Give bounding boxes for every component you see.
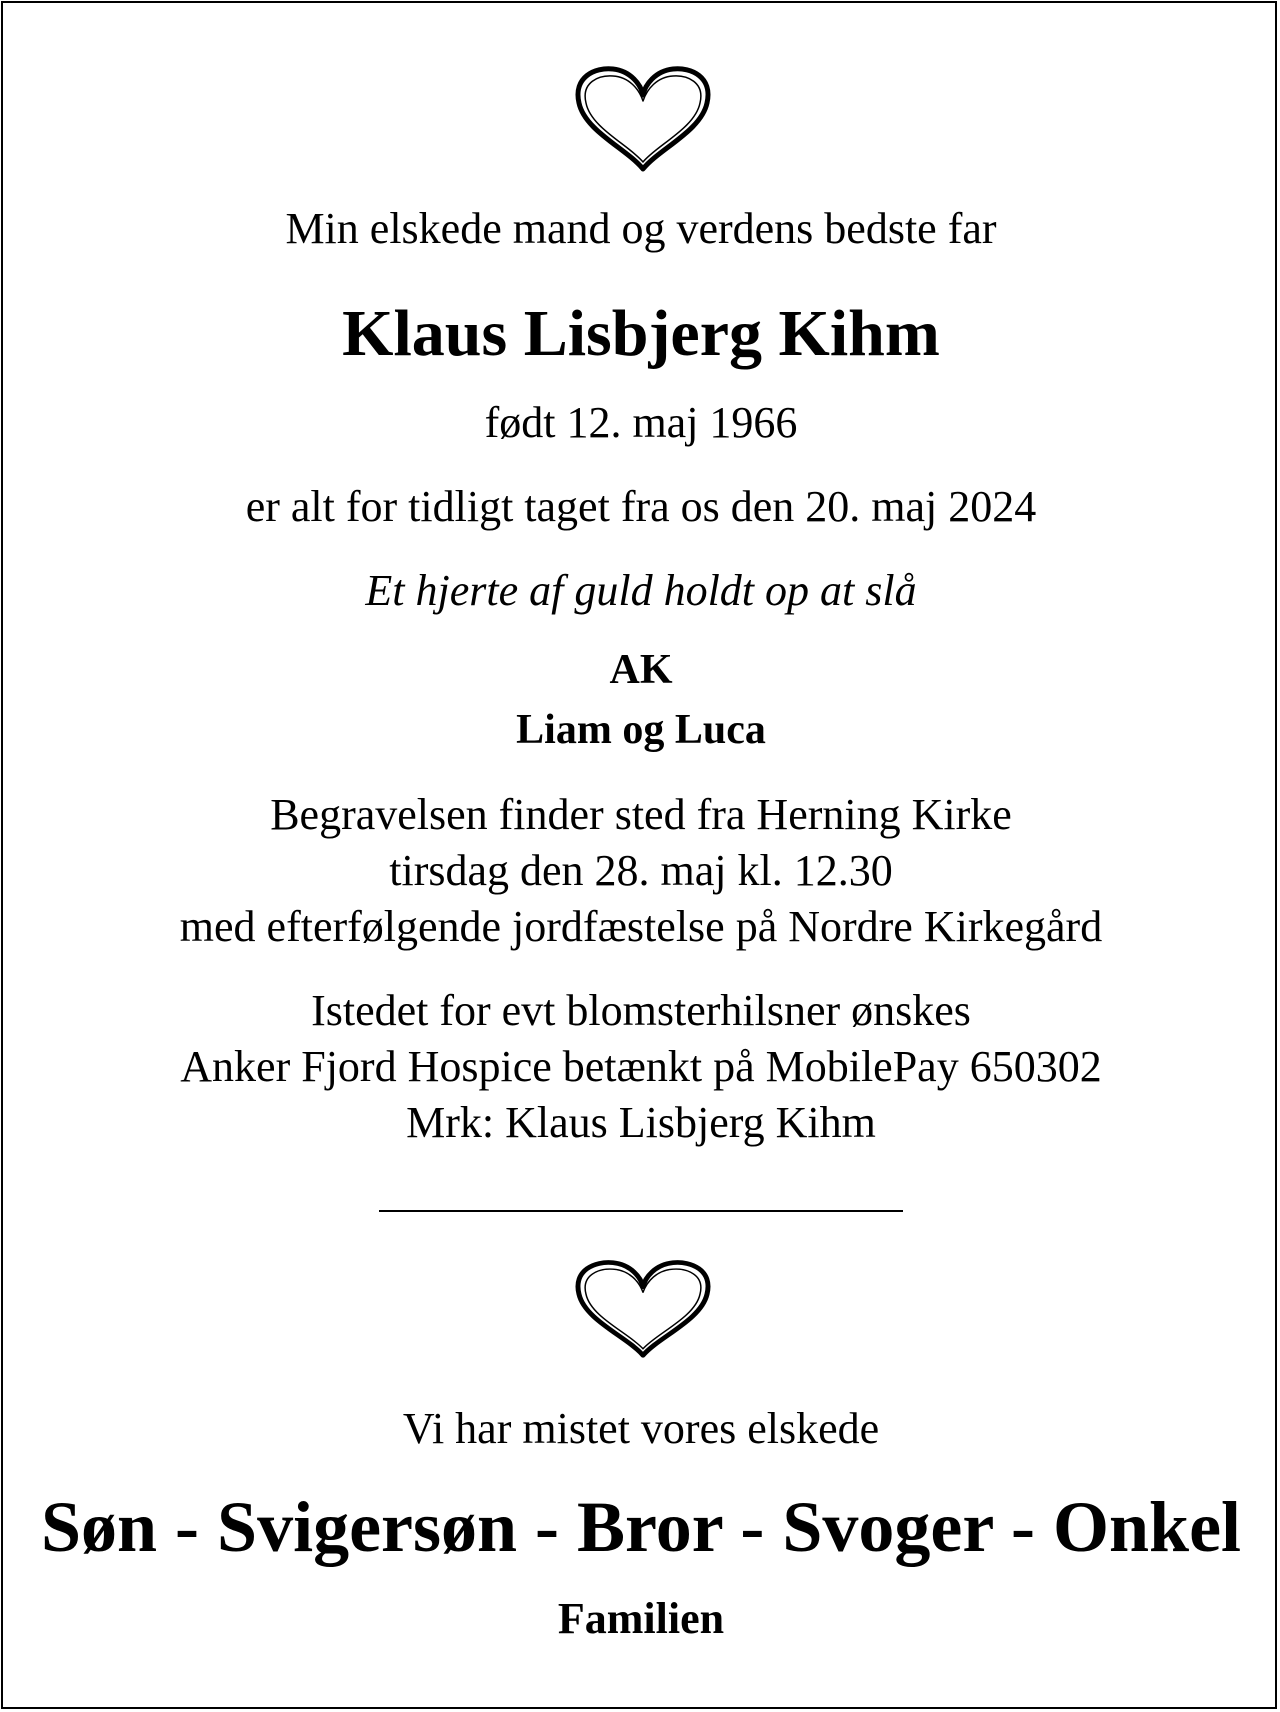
signature-initials: AK [609,647,673,693]
donation-line: Istedet for evt blomsterhilsner ønskes [311,986,971,1035]
funeral-line: Begravelsen finder sted fra Herning Kirke [270,790,1012,839]
family-signature: Familien [557,1594,725,1643]
signature-children: Liam og Luca [516,707,766,753]
notice-frame [1,1,1277,1709]
donation-line: Anker Fjord Hospice betænkt på MobilePay 650302 [180,1042,1102,1091]
donation-line: Mrk: Klaus Lisbjerg Kihm [406,1098,876,1147]
memorial-quote: Et hjerte af guld holdt op at slå [365,566,917,615]
birth-date: født 12. maj 1966 [484,398,798,447]
heart-outline-icon [571,65,715,173]
deceased-name: Klaus Lisbjerg Kihm [342,297,940,370]
heart-outline-icon [571,1259,715,1359]
section-divider [379,1210,903,1212]
funeral-line: med efterfølgende jordfæstelse på Nordre Kirkegård [179,902,1103,951]
intro-text: Min elskede mand og verdens bedste far [285,204,997,253]
death-date: er alt for tidligt taget fra os den 20. maj 2024 [245,482,1037,531]
family-roles: Søn - Svigersøn - Bror - Svoger - Onkel [40,1487,1242,1567]
second-intro-text: Vi har mistet vores elskede [402,1404,880,1453]
funeral-line: tirsdag den 28. maj kl. 12.30 [389,846,893,895]
